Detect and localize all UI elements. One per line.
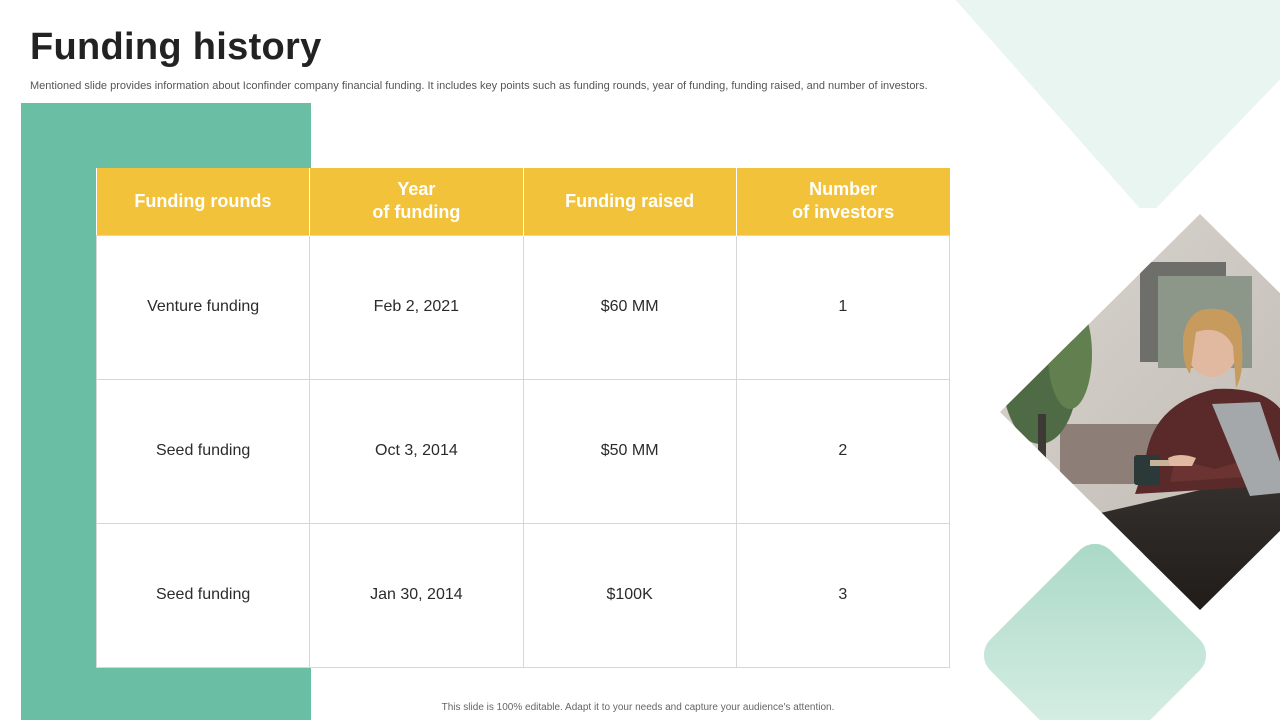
cell-round: Venture funding xyxy=(97,235,310,379)
cell-year: Oct 3, 2014 xyxy=(310,379,523,523)
cell-round: Seed funding xyxy=(97,379,310,523)
cell-investors: 1 xyxy=(736,235,949,379)
table-row xyxy=(97,235,950,379)
header-text: of investors xyxy=(792,202,895,223)
slide-title: Funding history xyxy=(30,26,322,68)
header-funding-raised xyxy=(523,168,736,235)
table-row xyxy=(97,523,950,667)
cell-investors: 2 xyxy=(736,379,949,523)
cell-year: Jan 30, 2014 xyxy=(310,523,523,667)
slide-footer-note: This slide is 100% editable. Adapt it to your needs and capture your audience's attention. xyxy=(441,702,835,713)
office-meeting-photo xyxy=(1000,214,1280,610)
table-header-row xyxy=(97,168,950,235)
cell-raised: $50 MM xyxy=(523,379,736,523)
cell-investors: 3 xyxy=(736,523,949,667)
funding-table xyxy=(96,168,950,668)
header-number-of-investors xyxy=(736,168,949,235)
header-text: Year xyxy=(397,179,436,200)
header-text: Funding rounds xyxy=(134,190,272,211)
decor-shape-top-right xyxy=(938,0,1280,208)
table-row xyxy=(97,379,950,523)
header-text: Number xyxy=(809,179,878,200)
photo-illustration xyxy=(1000,214,1280,610)
header-funding-rounds xyxy=(97,168,310,235)
header-text: Funding raised xyxy=(565,190,695,211)
cell-year: Feb 2, 2021 xyxy=(310,235,523,379)
cell-raised: $100K xyxy=(523,523,736,667)
cell-raised: $60 MM xyxy=(523,235,736,379)
slide-subtitle: Mentioned slide provides information about Iconfinder company financial funding. It includes key points such as funding rounds, year of funding, funding raised, and number of investors. xyxy=(30,80,928,92)
header-year-of-funding xyxy=(310,168,523,235)
header-text: of funding xyxy=(372,202,461,223)
cell-round: Seed funding xyxy=(97,523,310,667)
